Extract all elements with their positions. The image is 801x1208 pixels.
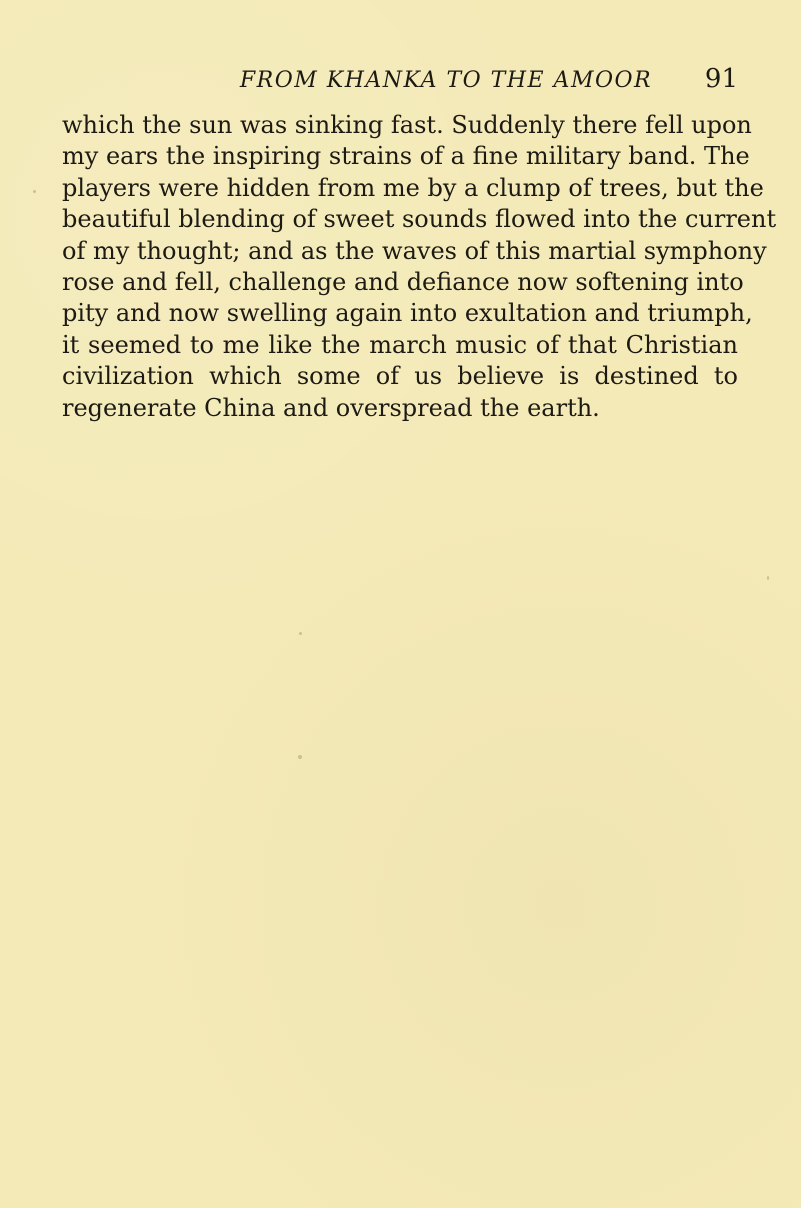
- text-line-8: it seemed to me like the march music of that Christian: [62, 330, 738, 359]
- text-line-6: rose and fell, challenge and defiance now softening into: [62, 268, 744, 297]
- paper-speck: [298, 755, 302, 759]
- paper-speck: [767, 576, 769, 580]
- text-line-2: my ears the inspiring strains of a fine military band. The: [62, 142, 750, 171]
- body-paragraph: [62, 110, 777, 424]
- running-header: [62, 66, 738, 100]
- text-line-7: pity and now swelling again into exultation and triumph,: [62, 299, 753, 328]
- paper-speck: [299, 632, 302, 635]
- text-line-1: which the sun was sinking fast. Suddenly there fell upon: [62, 111, 752, 139]
- text-line-10: regenerate China and overspread the earth.: [62, 393, 600, 422]
- text-line-4: beautiful blending of sweet sounds flowed into the current: [62, 205, 777, 234]
- text-line-9: civilization which some of us believe is destined to: [62, 362, 738, 391]
- page-number: 91: [704, 64, 738, 94]
- running-title: FROM KHANKA TO THE AMOOR: [239, 68, 653, 93]
- text-line-3: players were hidden from me by a clump of trees, but the: [62, 173, 764, 202]
- paper-speck: [33, 190, 36, 193]
- text-line-5: of my thought; and as the waves of this martial symphony: [62, 236, 767, 265]
